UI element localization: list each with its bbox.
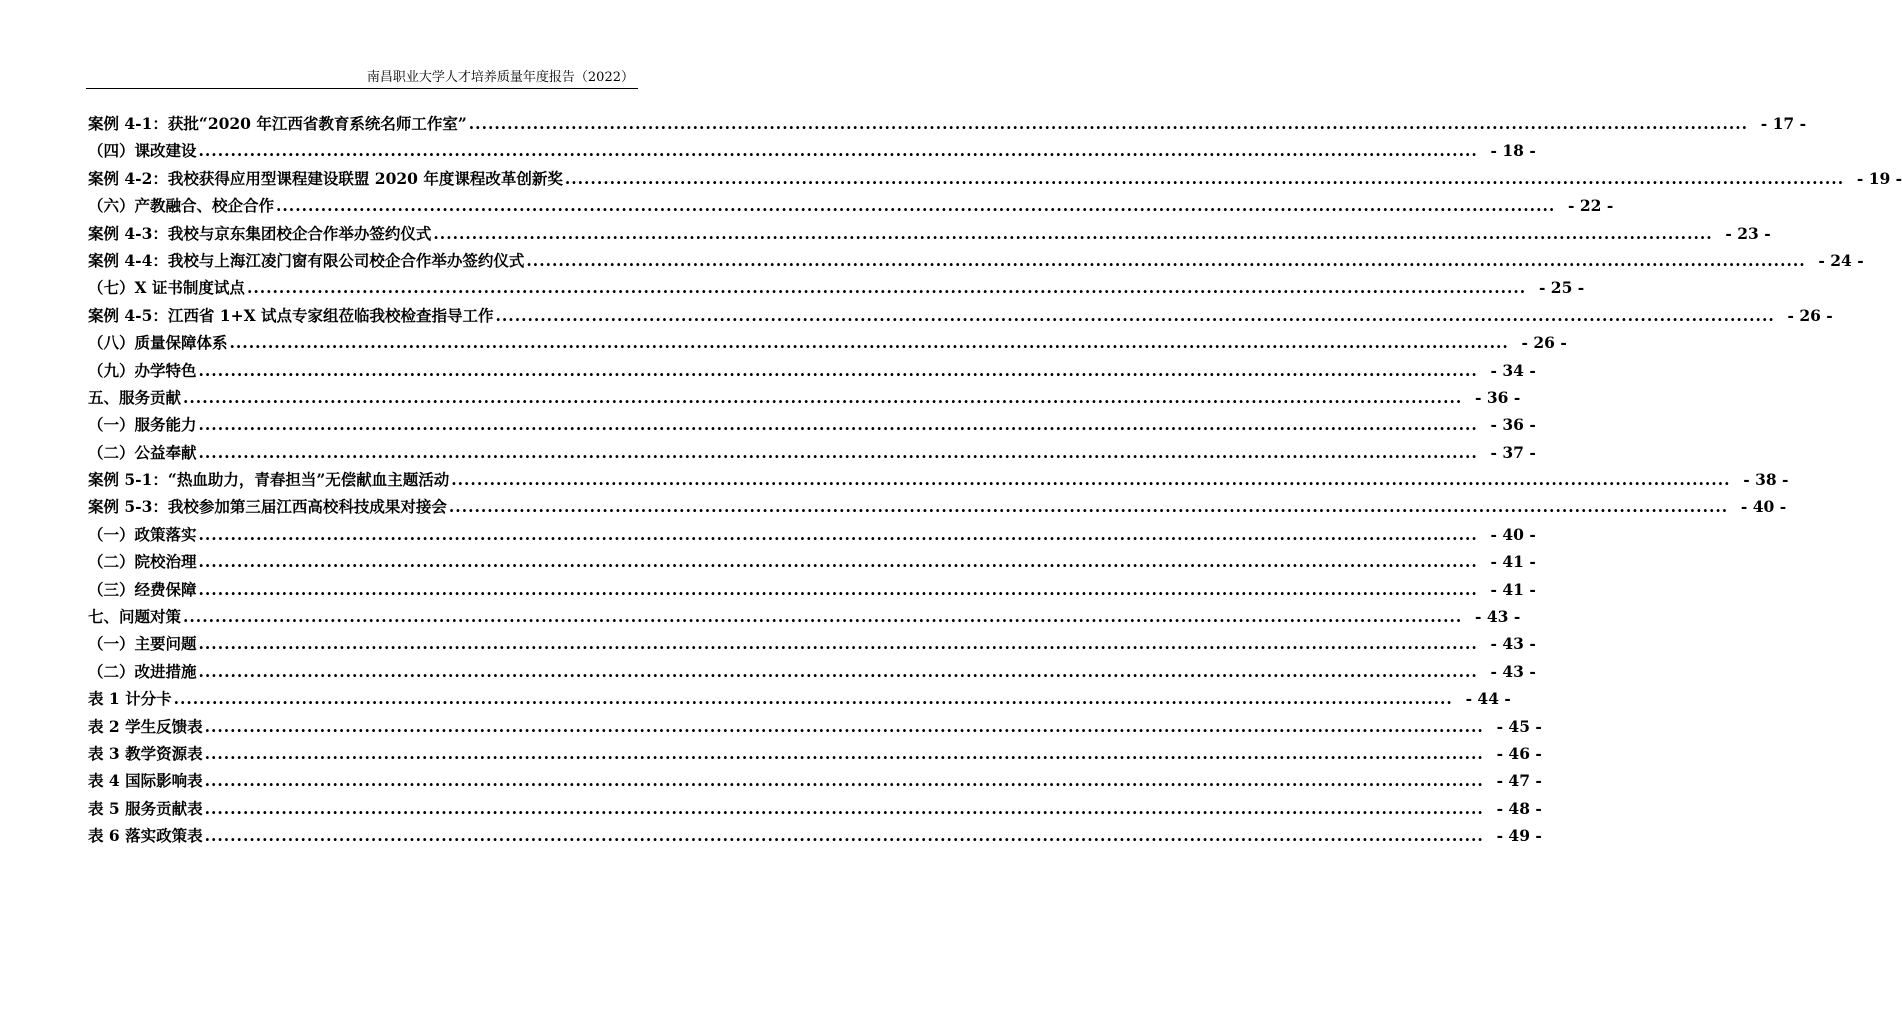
toc-entry-title: 案例 5-1：“热血助力，青春担当”无偿献血主题活动: [88, 470, 450, 490]
toc-entry-title: （二）公益奉献: [88, 442, 197, 462]
toc-entry-title: （一）主要问题: [88, 634, 197, 654]
toc-entry-page: - 43 -: [1475, 607, 1521, 627]
toc-entry-page: - 49 -: [1496, 826, 1542, 846]
toc-entry-page: - 45 -: [1496, 716, 1542, 736]
toc-entry-page: - 40 -: [1490, 524, 1536, 544]
toc-leader-dots: ........................................................................................................................................................................................................: [451, 470, 1731, 490]
toc-leader-dots: ........................................................................................................................................................................................................: [204, 743, 1484, 763]
toc-entry[interactable]: [88, 274, 1585, 301]
toc-entry-page: - 43 -: [1490, 634, 1536, 654]
toc-leader-dots: ........................................................................................................................................................................................................: [198, 360, 1478, 380]
toc-entry-page: - 19 -: [1856, 168, 1902, 188]
toc-entry[interactable]: [88, 384, 1521, 411]
toc-leader-dots: ........................................................................................................................................................................................................: [198, 552, 1478, 572]
toc-entry-title: （一）政策落实: [88, 524, 197, 544]
toc-entry-title: （八）质量保障体系: [88, 333, 228, 353]
toc-entry[interactable]: [88, 165, 1902, 192]
toc-entry[interactable]: [88, 630, 1536, 657]
toc-entry[interactable]: [88, 548, 1536, 575]
toc-leader-dots: ........................................................................................................................................................................................................: [468, 114, 1749, 133]
toc-leader-dots: ........................................................................................................................................................................................................: [564, 168, 1845, 188]
toc-leader-dots: ........................................................................................................................................................................................................: [448, 497, 1729, 517]
toc-entry-page: - 37 -: [1490, 442, 1536, 462]
toc-entry-title: （一）服务能力: [88, 415, 197, 435]
toc-entry-page: - 17 -: [1760, 114, 1807, 133]
toc-entry[interactable]: [88, 220, 1771, 247]
toc-leader-dots: ........................................................................................................................................................................................................: [276, 196, 1556, 216]
toc-entry[interactable]: [88, 137, 1536, 164]
toc-leader-dots: ........................................................................................................................................................................................................: [198, 524, 1478, 544]
toc-leader-dots: ........................................................................................................................................................................................................: [173, 689, 1453, 709]
toc-entry-title: （三）经费保障: [88, 579, 197, 599]
toc-entry[interactable]: [88, 685, 1511, 712]
toc-entry[interactable]: [88, 329, 1567, 356]
toc-leader-dots: ........................................................................................................................................................................................................: [433, 223, 1713, 243]
toc-entry-page: - 43 -: [1490, 661, 1536, 681]
toc-entry-title: 七、问题对策: [88, 607, 182, 627]
toc-leader-dots: ........................................................................................................................................................................................................: [183, 387, 1463, 407]
toc-entry-title: 案例 4-4：我校与上海江凌门窗有限公司校企合作举办签约仪式: [88, 250, 525, 270]
toc-entry-title: （四）课改建设: [88, 141, 197, 161]
toc-entry-page: - 26 -: [1521, 333, 1567, 353]
toc-entry[interactable]: [88, 247, 1864, 274]
toc-entry-title: （二）改进措施: [88, 661, 197, 681]
toc-entry-title: 表 1 计分卡: [88, 689, 172, 709]
toc-entry[interactable]: [88, 302, 1833, 329]
toc-entry[interactable]: [88, 493, 1787, 520]
toc-entry[interactable]: [88, 521, 1536, 548]
toc-entry-page: - 48 -: [1496, 798, 1542, 818]
toc-entry[interactable]: [88, 713, 1542, 740]
toc-entry-page: - 24 -: [1818, 250, 1864, 270]
toc-entry-page: - 40 -: [1740, 497, 1787, 517]
toc-entry-page: - 23 -: [1725, 223, 1771, 243]
toc-entry[interactable]: [88, 411, 1536, 438]
toc-entry[interactable]: [88, 795, 1542, 822]
toc-leader-dots: ........................................................................................................................................................................................................: [204, 716, 1484, 736]
toc-entry-title: （六）产教融合、校企合作: [88, 196, 275, 216]
toc-entry-page: - 41 -: [1490, 552, 1536, 572]
toc-entry[interactable]: [88, 357, 1536, 384]
toc-entry-page: - 47 -: [1496, 771, 1542, 791]
toc-entry-title: 表 5 服务贡献表: [88, 798, 203, 818]
toc-entry-title: 表 4 国际影响表: [88, 771, 203, 791]
toc-entry[interactable]: [88, 466, 1789, 493]
toc-entry-page: - 26 -: [1787, 305, 1833, 325]
toc-leader-dots: ........................................................................................................................................................................................................: [495, 305, 1775, 325]
toc-leader-dots: ........................................................................................................................................................................................................: [229, 333, 1509, 353]
toc-entry-page: - 38 -: [1743, 470, 1789, 490]
toc-entry-page: - 18 -: [1490, 141, 1536, 161]
toc-entry-title: 表 6 落实政策表: [88, 826, 203, 846]
toc-leader-dots: ........................................................................................................................................................................................................: [183, 607, 1463, 627]
toc-entry-title: 案例 5-3：我校参加第三届江西高校科技成果对接会: [88, 497, 447, 517]
toc-entry-page: - 36 -: [1475, 387, 1521, 407]
toc-entry[interactable]: [88, 576, 1536, 603]
toc-leader-dots: ........................................................................................................................................................................................................: [198, 442, 1478, 462]
toc-entry-title: （七）X 证书制度试点: [88, 278, 245, 298]
toc-entry-title: 表 3 教学资源表: [88, 743, 203, 763]
toc-leader-dots: ........................................................................................................................................................................................................: [198, 634, 1478, 654]
toc-entry[interactable]: [88, 740, 1542, 767]
toc-leader-dots: ........................................................................................................................................................................................................: [198, 415, 1478, 435]
toc-entry[interactable]: [88, 110, 1807, 137]
table-of-contents: [88, 110, 1902, 850]
toc-leader-dots: ........................................................................................................................................................................................................: [198, 661, 1478, 681]
toc-entry-page: - 41 -: [1490, 579, 1536, 599]
toc-leader-dots: ........................................................................................................................................................................................................: [204, 771, 1484, 791]
toc-entry[interactable]: [88, 822, 1542, 849]
toc-leader-dots: ........................................................................................................................................................................................................: [204, 798, 1484, 818]
toc-entry-page: - 25 -: [1538, 278, 1585, 298]
toc-entry[interactable]: [88, 767, 1542, 794]
toc-entry-title: 案例 4-5：江西省 1+X 试点专家组莅临我校检查指导工作: [88, 305, 494, 325]
toc-leader-dots: ........................................................................................................................................................................................................: [198, 141, 1478, 161]
toc-leader-dots: ........................................................................................................................................................................................................: [204, 826, 1484, 846]
toc-entry-title: 五、服务贡献: [88, 387, 182, 407]
toc-entry-page: - 36 -: [1490, 415, 1536, 435]
toc-entry-title: （二）院校治理: [88, 552, 197, 572]
toc-entry-page: - 46 -: [1496, 743, 1542, 763]
toc-entry[interactable]: [88, 603, 1521, 630]
toc-entry-title: 案例 4-2：我校获得应用型课程建设联盟 2020 年度课程改革创新奖: [88, 168, 563, 188]
toc-entry-title: （九）办学特色: [88, 360, 197, 380]
toc-entry[interactable]: [88, 658, 1536, 685]
header-title: 南昌职业大学人才培养质量年度报告（2022）: [366, 70, 634, 85]
toc-entry-title: 表 2 学生反馈表: [88, 716, 203, 736]
toc-entry-page: - 44 -: [1465, 689, 1511, 709]
toc-entry-title: 案例 4-3：我校与京东集团校企合作举办签约仪式: [88, 223, 432, 243]
toc-entry[interactable]: [88, 439, 1536, 466]
toc-leader-dots: ........................................................................................................................................................................................................: [526, 250, 1806, 270]
toc-leader-dots: ........................................................................................................................................................................................................: [198, 579, 1478, 599]
toc-entry[interactable]: [88, 192, 1614, 219]
toc-entry-page: - 34 -: [1490, 360, 1536, 380]
toc-leader-dots: ........................................................................................................................................................................................................: [246, 278, 1527, 298]
page-header: [86, 62, 638, 89]
toc-entry-title: 案例 4-1：获批“2020 年江西省教育系统名师工作室”: [88, 114, 467, 133]
toc-entry-page: - 22 -: [1568, 196, 1614, 216]
